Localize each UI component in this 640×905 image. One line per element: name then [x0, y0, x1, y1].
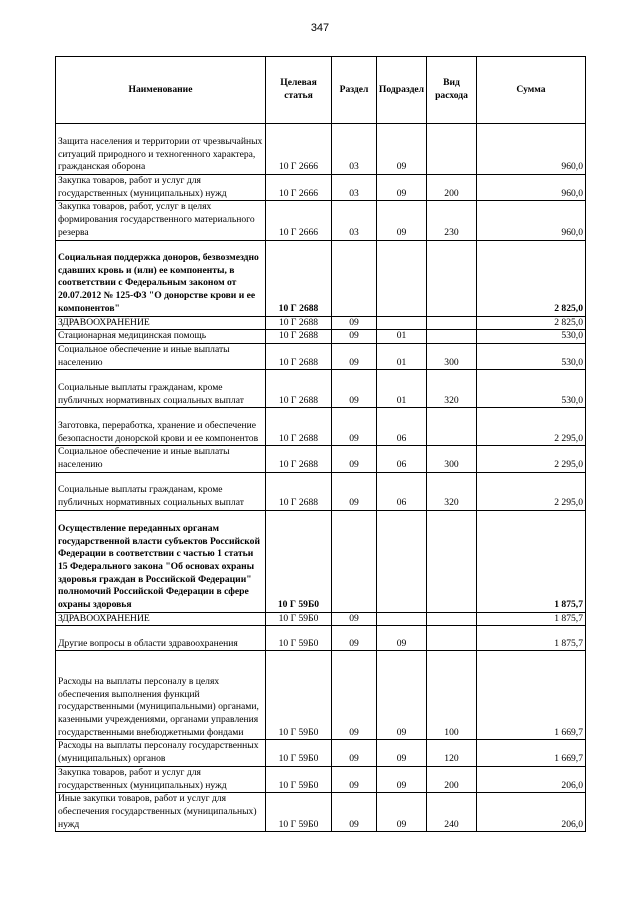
row-expense-type [427, 124, 477, 175]
row-expense-type [427, 316, 477, 330]
row-section: 03 [332, 124, 377, 175]
header-target: Целевая статья [266, 57, 332, 124]
row-section: 09 [332, 343, 377, 369]
row-amount: 206,0 [477, 793, 586, 832]
row-expense-type: 200 [427, 175, 477, 201]
row-expense-type [427, 510, 477, 612]
row-target: 10 Г 2666 [266, 175, 332, 201]
row-subsection: 09 [377, 175, 427, 201]
row-amount: 530,0 [477, 343, 586, 369]
row-section: 03 [332, 201, 377, 240]
header-section: Раздел [332, 57, 377, 124]
row-name: Другие вопросы в области здравоохранения [56, 626, 266, 651]
row-target: 10 Г 2688 [266, 408, 332, 446]
row-expense-type: 320 [427, 370, 477, 408]
row-section: 09 [332, 330, 377, 344]
row-expense-type [427, 240, 477, 316]
row-subsection: 09 [377, 124, 427, 175]
row-amount: 960,0 [477, 124, 586, 175]
row-subsection: 09 [377, 766, 427, 792]
row-target: 10 Г 59Б0 [266, 651, 332, 740]
row-amount: 2 825,0 [477, 240, 586, 316]
row-target: 10 Г 2688 [266, 240, 332, 316]
row-expense-type: 120 [427, 740, 477, 766]
row-name: Закупка товаров, работ и услуг для государственных (муниципальных) нужд [56, 766, 266, 792]
row-name: ЗДРАВООХРАНЕНИЕ [56, 316, 266, 330]
row-expense-type: 200 [427, 766, 477, 792]
table-row [56, 124, 586, 175]
table-row [56, 408, 586, 446]
row-section: 09 [332, 316, 377, 330]
row-target: 10 Г 59Б0 [266, 612, 332, 626]
row-subsection: 09 [377, 626, 427, 651]
row-target: 10 Г 59Б0 [266, 766, 332, 792]
row-amount: 530,0 [477, 330, 586, 344]
row-subsection: 01 [377, 370, 427, 408]
row-section: 09 [332, 793, 377, 832]
header-subsection: Подраздел [377, 57, 427, 124]
table-row [56, 651, 586, 740]
row-subsection [377, 240, 427, 316]
row-subsection: 01 [377, 343, 427, 369]
row-amount: 2 295,0 [477, 408, 586, 446]
row-target: 10 Г 2688 [266, 446, 332, 472]
row-amount: 1 875,7 [477, 612, 586, 626]
row-subsection: 09 [377, 793, 427, 832]
table-row [56, 472, 586, 510]
row-name: ЗДРАВООХРАНЕНИЕ [56, 612, 266, 626]
row-amount: 2 825,0 [477, 316, 586, 330]
row-section [332, 240, 377, 316]
row-section: 03 [332, 175, 377, 201]
row-subsection: 09 [377, 201, 427, 240]
table-row [56, 510, 586, 612]
row-name: Осуществление переданных органам государственной власти субъектов Российской Федерации в соответствии с частью 1 статьи 15 Федерального закона "Об основах охраны здоровья граждан в Российской Федерации" полномочий Российской Федерации в сфере охраны здоровья [56, 510, 266, 612]
row-amount: 1 875,7 [477, 510, 586, 612]
row-expense-type [427, 330, 477, 344]
table-row [56, 175, 586, 201]
row-expense-type: 230 [427, 201, 477, 240]
table-row [56, 766, 586, 792]
row-expense-type: 320 [427, 472, 477, 510]
table-row [56, 446, 586, 472]
row-target: 10 Г 2688 [266, 472, 332, 510]
row-expense-type [427, 626, 477, 651]
row-expense-type: 300 [427, 343, 477, 369]
budget-table [55, 56, 586, 832]
row-name: Социальные выплаты гражданам, кроме публичных нормативных социальных выплат [56, 370, 266, 408]
table-row [56, 740, 586, 766]
row-subsection [377, 612, 427, 626]
row-expense-type: 240 [427, 793, 477, 832]
row-name: Иные закупки товаров, работ и услуг для обеспечения государственных (муниципальных) нужд [56, 793, 266, 832]
row-name: Закупка товаров, работ, услуг в целях формирования государственного материального резерва [56, 201, 266, 240]
row-target: 10 Г 59Б0 [266, 793, 332, 832]
table-row [56, 240, 586, 316]
row-expense-type: 300 [427, 446, 477, 472]
row-target: 10 Г 2688 [266, 370, 332, 408]
row-amount: 530,0 [477, 370, 586, 408]
row-amount: 206,0 [477, 766, 586, 792]
row-name: Социальные выплаты гражданам, кроме публичных нормативных социальных выплат [56, 472, 266, 510]
row-name: Защита населения и территории от чрезвычайных ситуаций природного и техногенного характера, гражданская оборона [56, 124, 266, 175]
row-section: 09 [332, 766, 377, 792]
row-target: 10 Г 2688 [266, 316, 332, 330]
row-subsection [377, 510, 427, 612]
row-amount: 2 295,0 [477, 446, 586, 472]
row-subsection: 06 [377, 408, 427, 446]
row-section: 09 [332, 472, 377, 510]
row-subsection: 09 [377, 740, 427, 766]
row-target: 10 Г 2688 [266, 330, 332, 344]
page-number: 347 [310, 22, 330, 34]
row-section: 09 [332, 740, 377, 766]
row-amount: 960,0 [477, 175, 586, 201]
table-row [56, 343, 586, 369]
row-target: 10 Г 2666 [266, 124, 332, 175]
row-target: 10 Г 59Б0 [266, 740, 332, 766]
row-section: 09 [332, 651, 377, 740]
row-amount: 1 875,7 [477, 626, 586, 651]
row-target: 10 Г 2688 [266, 343, 332, 369]
row-name: Закупка товаров, работ и услуг для государственных (муниципальных) нужд [56, 175, 266, 201]
row-subsection [377, 316, 427, 330]
row-name: Социальная поддержка доноров, безвозмездно сдавших кровь и (или) ее компоненты, в соответствии с Федеральным законом от 20.07.2012 № 125-ФЗ "О донорстве крови и ее компонентов" [56, 240, 266, 316]
row-subsection: 06 [377, 472, 427, 510]
row-subsection: 01 [377, 330, 427, 344]
table-row [56, 612, 586, 626]
row-target: 10 Г 59Б0 [266, 626, 332, 651]
header-amount: Сумма [477, 57, 586, 124]
row-section: 09 [332, 408, 377, 446]
row-name: Социальное обеспечение и иные выплаты населению [56, 343, 266, 369]
row-amount: 1 669,7 [477, 651, 586, 740]
row-section: 09 [332, 626, 377, 651]
row-expense-type [427, 408, 477, 446]
row-name: Расходы на выплаты персоналу в целях обеспечения выполнения функций государственными (муниципальными) органами, казенными учреждениями, органами управления государственными внебюджетными фондами [56, 651, 266, 740]
row-section: 09 [332, 370, 377, 408]
table-row [56, 370, 586, 408]
row-name: Стационарная медицинская помощь [56, 330, 266, 344]
row-name: Заготовка, переработка, хранение и обеспечение безопасности донорской крови и ее компонентов [56, 408, 266, 446]
table-body [56, 124, 586, 832]
row-amount: 960,0 [477, 201, 586, 240]
row-amount: 1 669,7 [477, 740, 586, 766]
table-row [56, 626, 586, 651]
table-row [56, 330, 586, 344]
table-row [56, 316, 586, 330]
row-target: 10 Г 2666 [266, 201, 332, 240]
table-row [56, 201, 586, 240]
row-name: Социальное обеспечение и иные выплаты населению [56, 446, 266, 472]
row-expense-type: 100 [427, 651, 477, 740]
row-subsection: 09 [377, 651, 427, 740]
row-section: 09 [332, 446, 377, 472]
header-expense-type: Вид расхода [427, 57, 477, 124]
header-name: Наименование [56, 57, 266, 124]
row-expense-type [427, 612, 477, 626]
table-row [56, 793, 586, 832]
row-name: Расходы на выплаты персоналу государственных (муниципальных) органов [56, 740, 266, 766]
row-section: 09 [332, 612, 377, 626]
row-amount: 2 295,0 [477, 472, 586, 510]
table-header-row [56, 57, 586, 124]
row-subsection: 06 [377, 446, 427, 472]
row-section [332, 510, 377, 612]
row-target: 10 Г 59Б0 [266, 510, 332, 612]
